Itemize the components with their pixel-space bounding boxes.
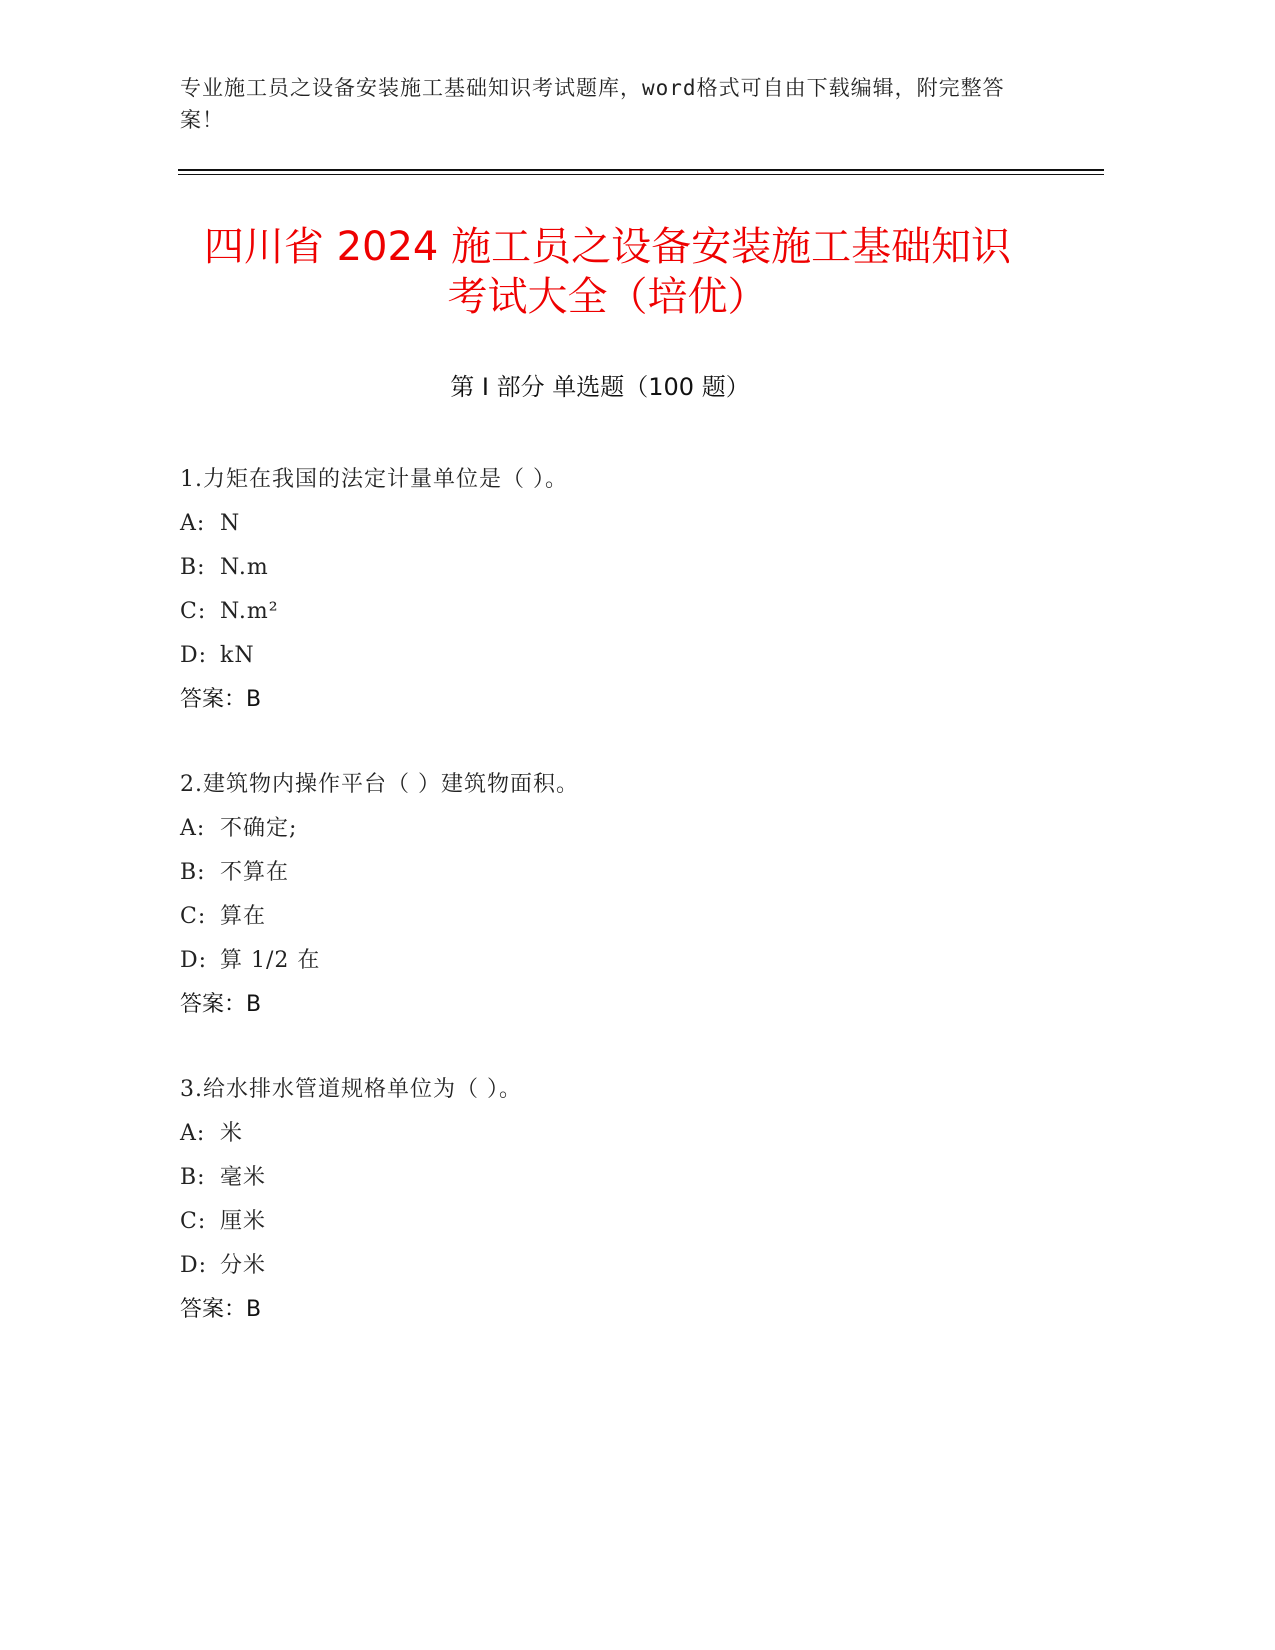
option-letter: C:	[180, 599, 207, 624]
answer: 答案：B	[180, 992, 262, 1017]
document-title-line-2: 考试大全（培优）	[447, 274, 768, 320]
option-letter: A:	[180, 816, 206, 841]
option-d	[180, 634, 1080, 678]
option-b	[180, 851, 1080, 895]
section-title: 第 I 部分 单选题（100 题）	[450, 373, 750, 401]
option-a	[180, 502, 1080, 546]
question-item	[180, 763, 1080, 1027]
question-stem: 2.建筑物内操作平台（ ）建筑物面积。	[180, 772, 579, 797]
option-letter: C:	[180, 1209, 207, 1234]
option-text: 分米	[220, 1253, 267, 1278]
option-letter: A:	[180, 511, 206, 536]
option-letter: B:	[180, 555, 206, 580]
option-text: 不算在	[220, 860, 290, 885]
header-divider-thick	[178, 169, 1104, 171]
option-text: N	[220, 511, 241, 536]
option-letter: B:	[180, 1165, 206, 1190]
option-b	[180, 1156, 1080, 1200]
question-stem: 1.力矩在我国的法定计量单位是（ ）。	[180, 467, 568, 492]
answer: 答案：B	[180, 687, 262, 712]
option-d	[180, 1244, 1080, 1288]
option-c	[180, 590, 1080, 634]
question-item	[180, 458, 1080, 722]
option-text: 米	[220, 1121, 244, 1146]
option-c	[180, 895, 1080, 939]
question-item	[180, 1068, 1080, 1332]
option-text: 毫米	[220, 1165, 267, 1190]
header-divider-thin	[178, 174, 1104, 175]
option-letter: D:	[180, 948, 208, 973]
option-text: kN	[220, 643, 255, 668]
question-stem: 3.给水排水管道规格单位为（ ）。	[180, 1077, 522, 1102]
option-text: N.m	[220, 555, 269, 580]
option-letter: D:	[180, 643, 208, 668]
option-a	[180, 1112, 1080, 1156]
answer: 答案：B	[180, 1297, 262, 1322]
question-list	[180, 458, 1080, 1373]
option-text: 算在	[220, 904, 267, 929]
option-letter: C:	[180, 904, 207, 929]
document-title-line-1: 四川省 2024 施工员之设备安装施工基础知识	[203, 224, 1012, 270]
option-text: 不确定;	[220, 816, 298, 841]
document-title	[150, 222, 1065, 322]
option-text: N.m²	[220, 599, 279, 624]
option-c	[180, 1200, 1080, 1244]
option-letter: A:	[180, 1121, 206, 1146]
header-note: 专业施工员之设备安装施工基础知识考试题库，word格式可自由下载编辑，附完整答案！	[180, 76, 1005, 132]
option-letter: B:	[180, 860, 206, 885]
option-d	[180, 939, 1080, 983]
option-a	[180, 807, 1080, 851]
option-b	[180, 546, 1080, 590]
option-text: 算 1/2 在	[220, 948, 321, 973]
option-letter: D:	[180, 1253, 208, 1278]
option-text: 厘米	[220, 1209, 267, 1234]
